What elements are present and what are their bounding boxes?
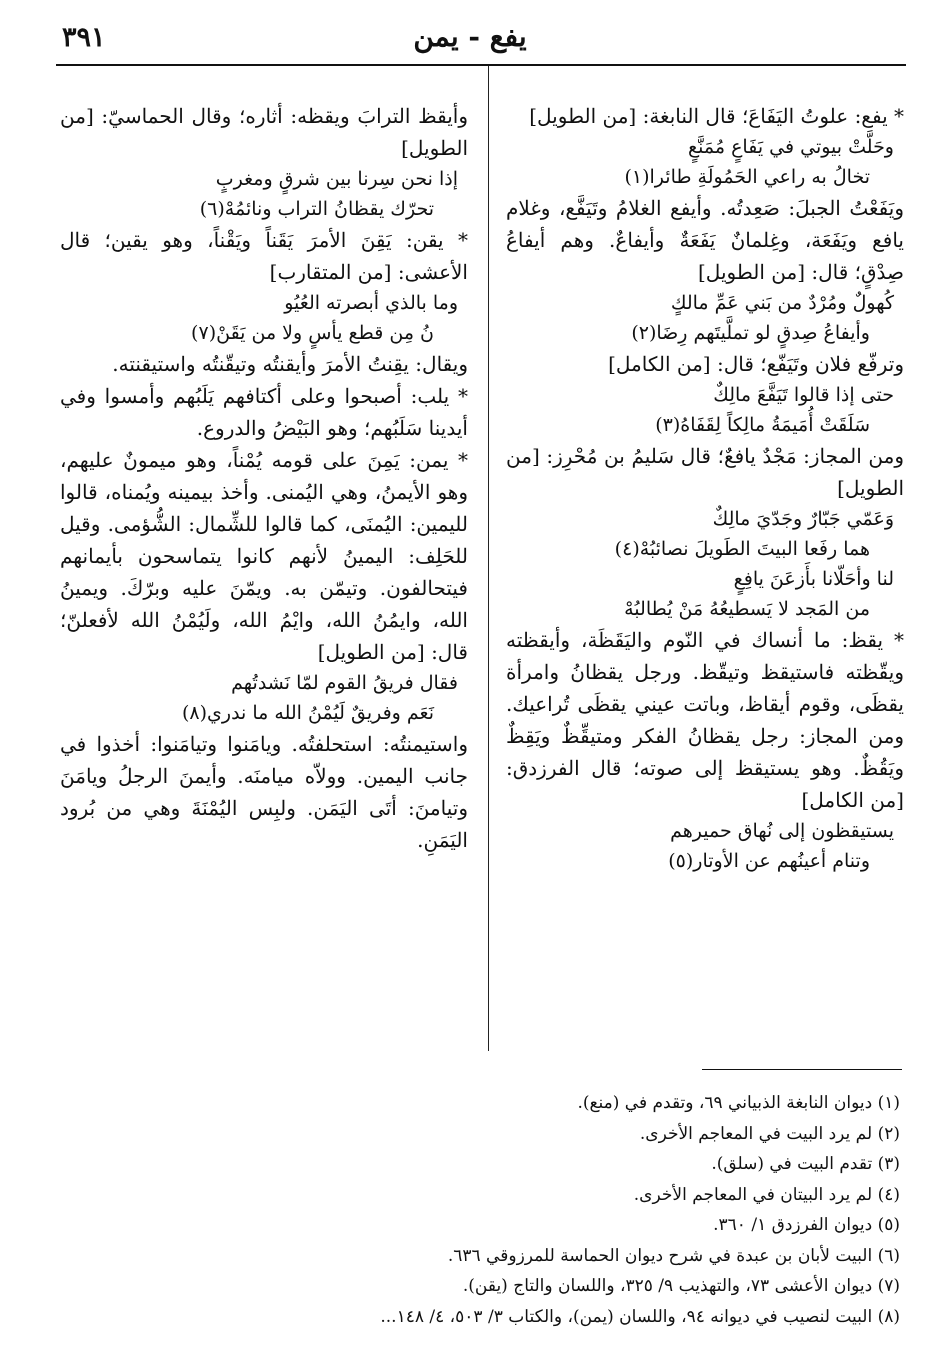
header-rule bbox=[56, 64, 906, 66]
verse-line: فقال فريقُ القوم لمّا نَشدتُهم bbox=[231, 672, 458, 694]
verse-line: وَعَمّي جَبّارٌ وجَدّيَ مالِكٌ bbox=[712, 508, 894, 530]
footnote-rule bbox=[702, 1069, 902, 1070]
footnotes bbox=[200, 1088, 900, 1332]
entry-paragraph: * يمن: يَمِنَ على قومه يُمْناً، وهو ميمونٌ عليهم، وهو الأيمنُ، وهي اليُمنى. وأخذ بيمينه ويُمناه، قالوا لليمين: اليُمنَى، كما قالوا للشِّمال: الشُّؤمى. وقيل للحَلِف: اليمينُ لأنهم كانوا يتماسحون بأيمانهم فيتحالفون. وتيمّن به. ويمّنَ عليه وبرّكَ. ويمينُ الله، وايمُنُ الله، وايْمُ الله، ولَيُمْنُ الله لأفعلنّ؛ قال: [من الطويل] bbox=[60, 448, 468, 664]
page-header-title: يفع - يمن bbox=[413, 20, 527, 53]
verse-line: حتى إذا قالوا تَيَفَّعَ مالِكٌ bbox=[713, 384, 894, 406]
verse-line: تحرّك يقظانُ التراب ونائمُهْ(٦) bbox=[199, 198, 434, 220]
right-column bbox=[506, 100, 904, 876]
verse-line: نَعَم وفريقٌ لَيُمْنُ الله ما ندري(٨) bbox=[181, 702, 434, 724]
verse-line: يستيقظون إلى نُهاق حميرهم bbox=[670, 820, 894, 842]
entry-paragraph: * يقن: يَقِنَ الأمرَ يَقَناً ويَقْناً، وهو يقين؛ قال الأعشى: [من المتقارب] bbox=[60, 228, 468, 284]
verse-line: من المَجد لا يَسطيعُهُ مَنْ يُطالبُهْ bbox=[624, 598, 870, 620]
entry-paragraph: * يقظ: ما أنساك في النّوم واليَقَظَة، وأيقظته ويقّظته فاستيقظ وتيقّظ. ورجل يقظانُ وامرأة يقظَى، وقوم أيقاظ، وباتت عيني يقظَى تُراعيك. ومن المجاز: رجل يقظانُ الفكر ومتيقِّظٌ ويَقِظٌ ويَقُظٌ. وهو يستيقظ إلى صوته؛ قال الفرزدق: [من الكامل] bbox=[506, 628, 904, 812]
entry-paragraph: ويقال: يقِنتُ الأمرَ وأيقنتُه وتيقّنتُه واستيقنته. bbox=[112, 352, 468, 376]
verse-line: هما رفَعا البيتَ الطَويلَ نصائبُهْ(٤) bbox=[614, 538, 870, 560]
verse-line: نُ مِن قطع يأسٍ ولا من يَقَنْ(٧) bbox=[191, 322, 434, 344]
verse-line: وتنام أعينُهم عن الأوتار(٥) bbox=[668, 850, 870, 872]
footnote: (٣) تقدم البيت في (سلق). bbox=[711, 1154, 900, 1174]
footnote: (٤) لم يرد البيتان في المعاجم الأخرى. bbox=[633, 1184, 900, 1205]
entry-paragraph: ومن المجاز: مَجْدٌ يافعٌ؛ قال سَليمُ بن مُحْرِز: [من الطويل] bbox=[506, 444, 904, 500]
verse-line: لنا وأحَلّانا بأَزعَنَ يافِعٍ bbox=[733, 568, 894, 590]
entry-paragraph: * يلب: أصبحوا وعلى أكتافهم يَلَبُهم وأمسوا وفي أيدينا سَلَبُهم؛ وهو البَيْضُ والدروع. bbox=[60, 384, 468, 440]
verse-line: وما بالذي أبصرته العُيُو bbox=[284, 292, 458, 314]
entry-paragraph: واستيمنتُه: استحلفتُه. ويامَنوا وتيامَنوا: أخذوا في جانب اليمين. وولاّه ميامنَه. وأيمنَ الرجلُ ويامَنَ وتيامنَ: أتَى اليَمَن. ولبِس اليُمْنَةَ وهي من بُرود اليَمَنِ. bbox=[60, 732, 468, 852]
column-divider bbox=[488, 66, 489, 1051]
footnote: (٦) البيت لأبان بن عبدة في شرح ديوان الحماسة للمرزوقي ٦٣٦. bbox=[447, 1245, 900, 1266]
verse-line: كُهولٌ ومُرْدٌ من بَني عَمِّ مالكٍ bbox=[670, 292, 894, 314]
footnote: (٥) ديوان الفرزدق ١/ ٣٦٠. bbox=[713, 1215, 900, 1235]
verse-line: وحَلَّتْ بيوتي في يَفَاعٍ مُمَنَّعٍ bbox=[688, 136, 894, 158]
verse-line: إذا نحن سِرنا بين شرقٍ ومغربٍ bbox=[215, 168, 458, 190]
left-column bbox=[60, 100, 468, 856]
footnote: (١) ديوان النابغة الذبياني ٦٩، وتقدم في (منع). bbox=[577, 1093, 900, 1113]
verse-line: سَلَقَتْ أُمَيمَةُ مالِكاً لِقَفَاهُ(٣) bbox=[655, 414, 870, 436]
entry-paragraph: * يفع: علوتُ اليَفَاعَ؛ قال النابغة: [من الطويل] bbox=[529, 104, 904, 128]
entry-paragraph: وترفّع فلان وتَيَفّع؛ قال: [من الكامل] bbox=[608, 352, 904, 376]
page-number: ٣٩١ bbox=[62, 22, 106, 53]
verse-line: وأيفاعُ صِدقٍ لو تملَّيتَهم رِضَا(٢) bbox=[631, 322, 870, 344]
entry-paragraph: ويَفَعْتُ الجبلَ: صَعِدتُه. وأيفع الغلامُ وتَيَفَّع، وغلام يافع ويَفَعَة، وغِلمانٌ يَفَعَةٌ وأيفاعٌ. وهم أيفاعُ صِدْقٍ؛ قال: [من الطويل] bbox=[506, 196, 904, 284]
footnote: (٨) البيت لنصيب في ديوانه ٩٤، واللسان (يمن)، والكتاب ٣/ ٥٠٣، ٤/ ١٤٨... bbox=[380, 1306, 900, 1327]
verse-line: تخالُ به راعي الحَمُولَةِ طائرا(١) bbox=[624, 166, 870, 188]
entry-paragraph: وأيقظ الترابَ ويقظه: أثاره؛ وقال الحماسيّ: [من الطويل] bbox=[60, 104, 468, 160]
footnote: (٢) لم يرد البيت في المعاجم الأخرى. bbox=[639, 1123, 900, 1144]
footnote: (٧) ديوان الأعشى ٧٣، والتهذيب ٩/ ٣٢٥، واللسان والتاج (يقن). bbox=[462, 1276, 900, 1296]
